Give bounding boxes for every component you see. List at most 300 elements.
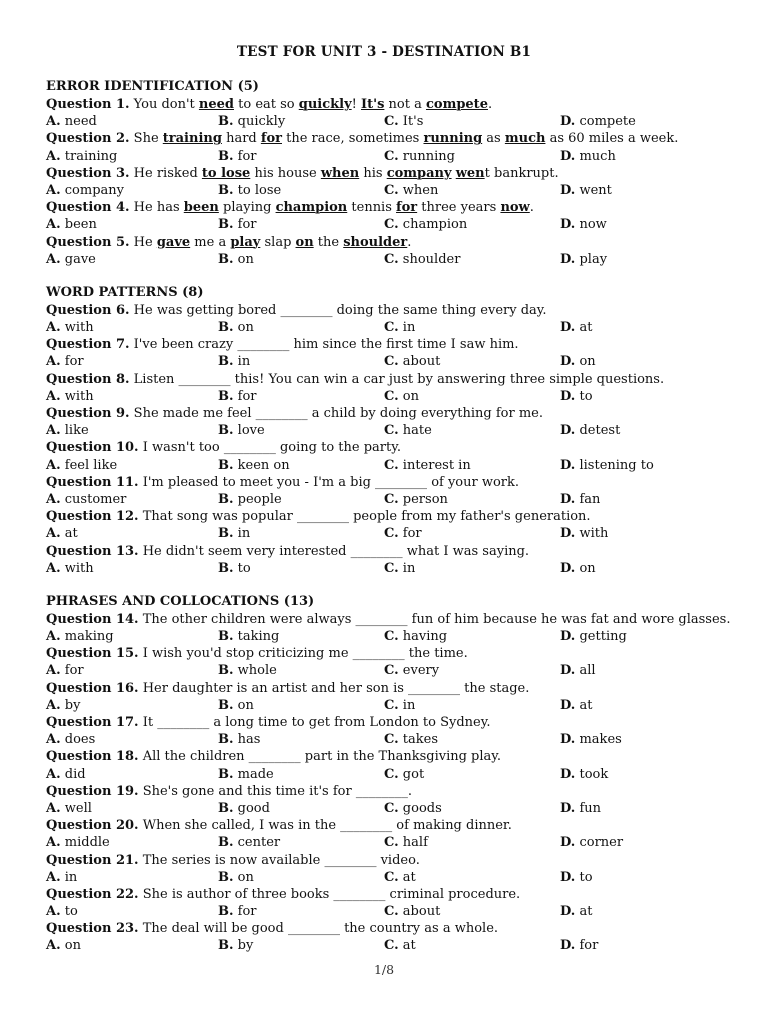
answer-options: [46, 800, 736, 817]
answer-option-c[interactable]: [384, 697, 415, 714]
answer-option-b[interactable]: [218, 491, 282, 508]
option-text: in: [237, 526, 251, 542]
answer-option-d[interactable]: [560, 319, 592, 336]
option-letter: B.: [218, 663, 234, 679]
option-letter: D.: [560, 835, 576, 851]
answer-options: [46, 353, 736, 370]
option-letter: A.: [46, 491, 61, 507]
answer-option-a[interactable]: [46, 766, 86, 783]
option-text: every: [402, 663, 440, 679]
question-text: I've been crazy ________ him since the first time I saw him.: [129, 337, 519, 353]
option-letter: C.: [384, 629, 399, 645]
answer-option-d[interactable]: [560, 869, 593, 886]
option-letter: D.: [560, 423, 576, 439]
answer-option-b[interactable]: [218, 628, 279, 645]
option-text: on: [402, 388, 419, 404]
answer-options: [46, 319, 736, 336]
answer-option-b[interactable]: [218, 662, 277, 679]
option-text: by: [64, 697, 81, 713]
option-text: champion: [402, 217, 468, 233]
option-letter: B.: [218, 457, 234, 473]
question-stem: [46, 439, 736, 456]
question-number: Question 3.: [46, 165, 130, 181]
answer-option-b[interactable]: [218, 869, 254, 886]
answer-option-b[interactable]: [218, 251, 254, 268]
answer-option-d[interactable]: [560, 766, 608, 783]
option-letter: A.: [46, 388, 61, 404]
answer-option-c[interactable]: [384, 731, 438, 748]
question-text: Listen ________ this! You can win a car just by answering three simple questions.: [129, 371, 665, 387]
option-text: in: [237, 354, 251, 370]
option-letter: C.: [384, 217, 399, 233]
option-letter: B.: [218, 732, 234, 748]
option-text: with: [579, 526, 609, 542]
option-letter: A.: [46, 629, 61, 645]
answer-option-d[interactable]: [560, 422, 620, 439]
answer-option-d[interactable]: [560, 834, 623, 851]
option-text: It's: [402, 114, 424, 130]
option-text: getting: [579, 629, 627, 645]
option-text: been: [64, 217, 97, 233]
question-text: He has been playing champion tennis for three years now.: [129, 200, 534, 216]
question-number: Question 13.: [46, 543, 139, 559]
option-letter: A.: [46, 732, 61, 748]
option-letter: A.: [46, 182, 61, 198]
answer-option-d[interactable]: [560, 560, 596, 577]
option-text: at: [579, 320, 593, 336]
question-number: Question 20.: [46, 818, 139, 834]
question-stem: [46, 714, 736, 731]
answer-option-d[interactable]: [560, 628, 627, 645]
answer-option-c[interactable]: [384, 834, 428, 851]
option-text: person: [402, 491, 448, 507]
answer-option-a[interactable]: [46, 422, 89, 439]
question-number: Question 11.: [46, 474, 139, 490]
answer-option-d[interactable]: [560, 697, 592, 714]
option-text: when: [402, 182, 439, 198]
option-text: at: [402, 869, 416, 885]
question-stem: [46, 165, 736, 182]
option-text: good: [237, 800, 270, 816]
option-letter: A.: [46, 938, 61, 954]
answer-option-a[interactable]: [46, 731, 95, 748]
section-heading: WORD PATTERNS (8): [46, 284, 204, 300]
answer-option-c[interactable]: [384, 800, 442, 817]
question-stem: [46, 474, 736, 491]
option-text: with: [64, 388, 94, 404]
answer-options: [46, 903, 736, 920]
page-number: 1/8: [373, 962, 395, 977]
answer-option-d[interactable]: [560, 731, 622, 748]
question-text: The deal will be good ________ the country as a whole.: [138, 921, 499, 937]
option-letter: A.: [46, 457, 61, 473]
option-letter: D.: [560, 491, 576, 507]
page-title: TEST FOR UNIT 3 - DESTINATION B1: [236, 44, 532, 60]
option-text: shoulder: [402, 251, 461, 267]
option-text: compete: [579, 114, 636, 130]
answer-option-c[interactable]: [384, 903, 440, 920]
question-text: She's gone and this time it's for ________.: [138, 783, 412, 799]
option-letter: B.: [218, 388, 234, 404]
option-text: at: [579, 904, 593, 920]
question-number: Question 6.: [46, 302, 130, 318]
question-text: That song was popular ________ people from my father's generation.: [138, 509, 591, 525]
option-letter: D.: [560, 766, 576, 782]
option-letter: B.: [218, 182, 234, 198]
option-letter: B.: [218, 800, 234, 816]
option-text: taking: [237, 629, 280, 645]
answer-option-b[interactable]: [218, 937, 253, 954]
option-letter: C.: [384, 320, 399, 336]
option-letter: B.: [218, 251, 234, 267]
option-text: in: [402, 560, 416, 576]
question-stem: [46, 852, 736, 869]
option-text: takes: [402, 732, 439, 748]
answer-option-b[interactable]: [218, 422, 265, 439]
option-letter: C.: [384, 526, 399, 542]
question-stem: [46, 336, 736, 353]
answer-option-c[interactable]: [384, 937, 416, 954]
question-stem: [46, 508, 736, 525]
option-letter: A.: [46, 354, 61, 370]
answer-option-a[interactable]: [46, 697, 80, 714]
option-letter: C.: [384, 182, 399, 198]
option-letter: C.: [384, 800, 399, 816]
answer-option-c[interactable]: [384, 766, 424, 783]
answer-option-a[interactable]: [46, 113, 97, 130]
option-text: with: [64, 320, 94, 336]
option-text: much: [579, 148, 616, 164]
question-number: Question 16.: [46, 680, 139, 696]
option-text: people: [237, 491, 282, 507]
answer-option-c[interactable]: [384, 182, 438, 199]
question-text: I wasn't too ________ going to the party.: [138, 440, 401, 456]
option-letter: C.: [384, 835, 399, 851]
answer-option-b[interactable]: [218, 766, 274, 783]
option-text: customer: [64, 491, 127, 507]
option-text: center: [237, 835, 281, 851]
option-text: interest in: [402, 457, 471, 473]
option-letter: C.: [384, 491, 399, 507]
answer-options: [46, 491, 736, 508]
option-letter: B.: [218, 938, 234, 954]
answer-option-c[interactable]: [384, 319, 415, 336]
option-text: on: [64, 938, 81, 954]
question-number: Question 19.: [46, 783, 139, 799]
answer-option-c[interactable]: [384, 353, 440, 370]
answer-options: [46, 457, 736, 474]
answer-option-c[interactable]: [384, 251, 460, 268]
option-text: running: [402, 148, 455, 164]
option-letter: B.: [218, 491, 234, 507]
answer-option-a[interactable]: [46, 388, 94, 405]
answer-option-d[interactable]: [560, 216, 607, 233]
option-text: keen on: [237, 457, 290, 473]
option-text: hate: [402, 423, 432, 439]
question-number: Question 21.: [46, 852, 139, 868]
answer-option-a[interactable]: [46, 353, 84, 370]
option-text: fun: [579, 800, 602, 816]
answer-option-d[interactable]: [560, 457, 654, 474]
question-number: Question 15.: [46, 646, 139, 662]
question-number: Question 14.: [46, 611, 139, 627]
option-text: for: [579, 938, 599, 954]
option-text: now: [579, 217, 607, 233]
option-letter: D.: [560, 560, 576, 576]
option-letter: A.: [46, 869, 61, 885]
answer-option-c[interactable]: [384, 388, 419, 405]
answer-option-a[interactable]: [46, 560, 94, 577]
option-letter: A.: [46, 526, 61, 542]
option-letter: C.: [384, 904, 399, 920]
answer-option-b[interactable]: [218, 319, 254, 336]
option-letter: D.: [560, 457, 576, 473]
option-letter: C.: [384, 732, 399, 748]
question-stem: [46, 680, 736, 697]
question-text: I'm pleased to meet you - I'm a big ________ of your work.: [138, 474, 520, 490]
option-text: goods: [402, 800, 442, 816]
option-text: got: [402, 766, 425, 782]
option-letter: A.: [46, 251, 61, 267]
question-stem: [46, 645, 736, 662]
answer-option-a[interactable]: [46, 491, 126, 508]
answer-option-d[interactable]: [560, 800, 601, 817]
option-letter: C.: [384, 697, 399, 713]
answer-option-a[interactable]: [46, 148, 117, 165]
option-letter: B.: [218, 560, 234, 576]
question-stem: [46, 543, 736, 560]
option-letter: B.: [218, 148, 234, 164]
question-stem: [46, 886, 736, 903]
answer-option-c[interactable]: [384, 216, 467, 233]
option-text: for: [237, 217, 257, 233]
option-text: for: [237, 148, 257, 164]
answer-options: [46, 628, 736, 645]
answer-option-d[interactable]: [560, 353, 596, 370]
option-letter: B.: [218, 904, 234, 920]
question-text: She is author of three books ________ criminal procedure.: [138, 886, 521, 902]
option-letter: D.: [560, 629, 576, 645]
answer-option-c[interactable]: [384, 869, 416, 886]
question-text: She made me feel ________ a child by doing everything for me.: [129, 406, 544, 421]
question-stem: [46, 748, 736, 765]
option-text: to lose: [237, 182, 282, 198]
answer-options: [46, 148, 736, 165]
option-letter: D.: [560, 217, 576, 233]
answer-option-a[interactable]: [46, 525, 78, 542]
answer-option-a[interactable]: [46, 319, 94, 336]
answer-option-c[interactable]: [384, 457, 471, 474]
question-stem: [46, 302, 736, 319]
option-text: middle: [64, 835, 110, 851]
answer-option-a[interactable]: [46, 937, 81, 954]
option-letter: D.: [560, 251, 576, 267]
option-text: well: [64, 800, 92, 816]
option-letter: C.: [384, 354, 399, 370]
answer-options: [46, 388, 736, 405]
option-letter: A.: [46, 766, 61, 782]
option-text: by: [237, 938, 254, 954]
option-text: did: [64, 766, 86, 782]
question-text: He didn't seem very interested ________ what I was saying.: [138, 543, 530, 559]
test-section: [46, 593, 736, 955]
option-letter: D.: [560, 697, 576, 713]
answer-option-b[interactable]: [218, 731, 260, 748]
question-text: Her daughter is an artist and her son is ________ the stage.: [138, 680, 530, 696]
option-text: training: [64, 148, 118, 164]
option-text: took: [579, 766, 609, 782]
option-text: does: [64, 732, 96, 748]
answer-option-d[interactable]: [560, 113, 636, 130]
question-text: He risked to lose his house when his company went bankrupt.: [129, 165, 559, 181]
answer-option-c[interactable]: [384, 560, 415, 577]
question-stem: [46, 130, 736, 147]
answer-option-d[interactable]: [560, 903, 592, 920]
option-letter: D.: [560, 182, 576, 198]
option-letter: B.: [218, 869, 234, 885]
option-letter: C.: [384, 114, 399, 130]
option-text: listening to: [579, 457, 654, 473]
option-text: love: [237, 423, 265, 439]
option-letter: D.: [560, 148, 576, 164]
question-text: The series is now available ________ video.: [138, 852, 420, 868]
question-number: Question 9.: [46, 406, 130, 421]
answer-option-b[interactable]: [218, 216, 257, 233]
question-text: I wish you'd stop criticizing me ________ the time.: [138, 646, 468, 662]
answer-option-c[interactable]: [384, 148, 455, 165]
answer-option-b[interactable]: [218, 560, 251, 577]
question-stem: [46, 405, 736, 422]
option-text: feel like: [64, 457, 118, 473]
answer-option-b[interactable]: [218, 457, 290, 474]
option-letter: D.: [560, 526, 576, 542]
option-text: to: [237, 560, 251, 576]
answer-option-d[interactable]: [560, 388, 593, 405]
answer-options: [46, 834, 736, 851]
answer-option-b[interactable]: [218, 697, 254, 714]
option-letter: D.: [560, 388, 576, 404]
option-text: at: [402, 938, 416, 954]
option-letter: D.: [560, 354, 576, 370]
option-letter: B.: [218, 526, 234, 542]
question-stem: [46, 817, 736, 834]
question-number: Question 1.: [46, 97, 130, 112]
answer-option-b[interactable]: [218, 525, 250, 542]
answer-option-b[interactable]: [218, 353, 250, 370]
answer-option-c[interactable]: [384, 491, 448, 508]
answer-option-d[interactable]: [560, 525, 608, 542]
option-text: in: [402, 320, 416, 336]
option-text: on: [237, 251, 254, 267]
answer-option-a[interactable]: [46, 216, 97, 233]
option-letter: B.: [218, 629, 234, 645]
answer-option-b[interactable]: [218, 800, 270, 817]
answer-option-a[interactable]: [46, 903, 78, 920]
answer-option-d[interactable]: [560, 148, 616, 165]
answer-option-c[interactable]: [384, 113, 423, 130]
option-text: detest: [579, 423, 621, 439]
option-text: on: [579, 560, 596, 576]
option-text: with: [64, 560, 94, 576]
question-text: He was getting bored ________ doing the same thing every day.: [129, 302, 547, 318]
answer-options: [46, 182, 736, 199]
test-content: [46, 78, 736, 955]
question-stem: [46, 234, 736, 251]
answer-option-b[interactable]: [218, 388, 257, 405]
answer-options: [46, 697, 736, 714]
answer-options: [46, 662, 736, 679]
option-letter: A.: [46, 217, 61, 233]
option-letter: C.: [384, 423, 399, 439]
test-section: [46, 78, 736, 268]
question-number: Question 22.: [46, 886, 139, 902]
option-text: need: [64, 114, 97, 130]
option-letter: C.: [384, 938, 399, 954]
question-number: Question 5.: [46, 234, 130, 250]
option-letter: B.: [218, 354, 234, 370]
answer-option-a[interactable]: [46, 457, 117, 474]
option-letter: D.: [560, 114, 576, 130]
answer-option-a[interactable]: [46, 251, 96, 268]
answer-option-c[interactable]: [384, 662, 439, 679]
option-letter: C.: [384, 251, 399, 267]
option-text: for: [402, 526, 422, 542]
option-letter: C.: [384, 766, 399, 782]
answer-option-c[interactable]: [384, 628, 447, 645]
section-heading: ERROR IDENTIFICATION (5): [46, 79, 259, 94]
answer-options: [46, 937, 736, 954]
answer-option-c[interactable]: [384, 525, 422, 542]
option-letter: D.: [560, 800, 576, 816]
option-text: to: [64, 904, 78, 920]
answer-option-a[interactable]: [46, 662, 84, 679]
question-number: Question 8.: [46, 371, 130, 387]
answer-option-d[interactable]: [560, 662, 596, 679]
answer-option-d[interactable]: [560, 251, 607, 268]
answer-option-c[interactable]: [384, 422, 432, 439]
option-letter: B.: [218, 766, 234, 782]
answer-option-b[interactable]: [218, 834, 280, 851]
answer-option-a[interactable]: [46, 182, 124, 199]
answer-option-d[interactable]: [560, 491, 600, 508]
answer-options: [46, 869, 736, 886]
option-text: made: [237, 766, 274, 782]
answer-option-b[interactable]: [218, 148, 257, 165]
answer-option-a[interactable]: [46, 628, 114, 645]
option-letter: A.: [46, 320, 61, 336]
answer-option-d[interactable]: [560, 182, 612, 199]
question-stem: [46, 199, 736, 216]
answer-option-a[interactable]: [46, 800, 92, 817]
section-heading: PHRASES AND COLLOCATIONS (13): [46, 593, 315, 609]
answer-options: [46, 216, 736, 233]
option-text: quickly: [237, 114, 286, 130]
option-letter: C.: [384, 388, 399, 404]
answer-option-b[interactable]: [218, 113, 285, 130]
answer-option-d[interactable]: [560, 937, 598, 954]
option-text: went: [579, 182, 612, 198]
answer-option-b[interactable]: [218, 182, 281, 199]
option-text: for: [64, 663, 84, 679]
answer-option-a[interactable]: [46, 834, 110, 851]
option-letter: B.: [218, 320, 234, 336]
answer-option-b[interactable]: [218, 903, 257, 920]
answer-option-a[interactable]: [46, 869, 77, 886]
option-text: about: [402, 904, 441, 920]
question-text: She training hard for the race, sometimes running as much as 60 miles a week.: [129, 131, 679, 147]
option-letter: C.: [384, 560, 399, 576]
option-text: about: [402, 354, 441, 370]
